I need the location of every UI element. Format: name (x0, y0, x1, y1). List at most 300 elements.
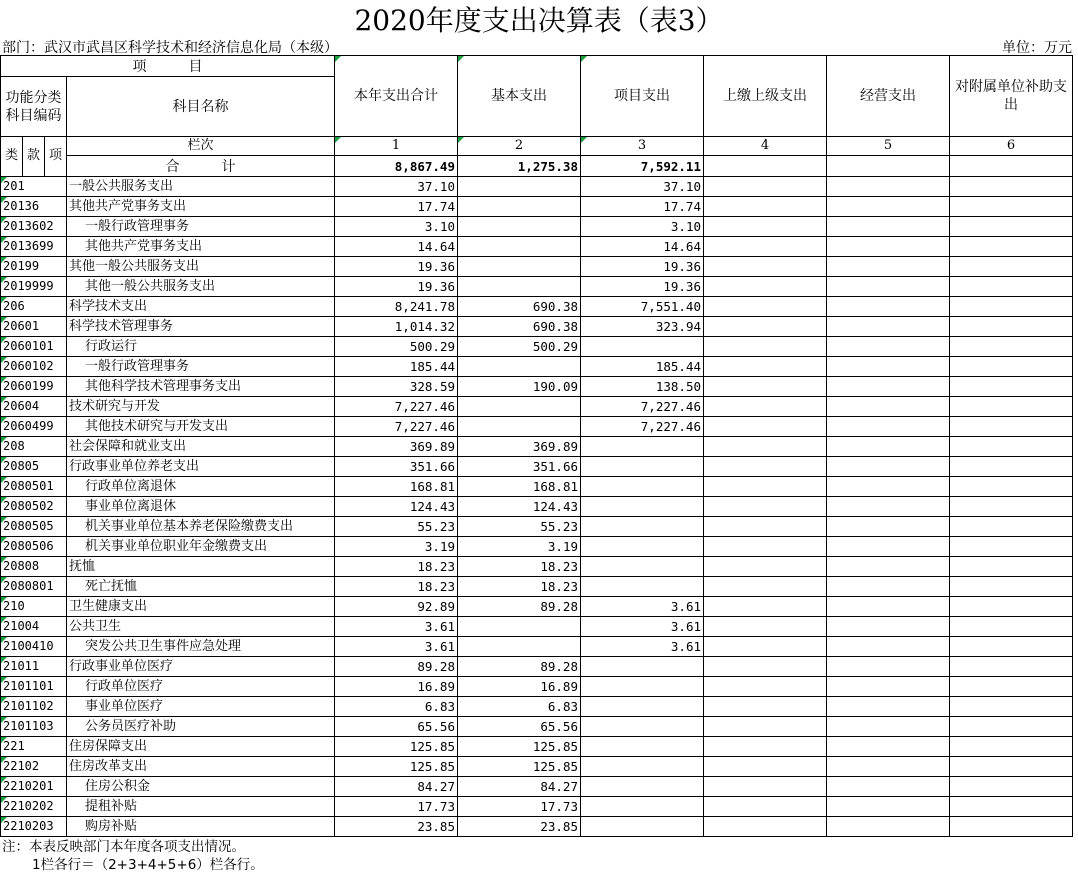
value-subsidy (950, 457, 1073, 477)
subject-code: 2080506 (1, 537, 67, 557)
value-operation (827, 737, 950, 757)
value-remit-upper (704, 797, 827, 817)
subject-code: 208 (1, 437, 67, 457)
value-basic: 55.23 (458, 517, 581, 537)
value-operation (827, 397, 950, 417)
table-row (1, 397, 1073, 417)
value-project (581, 677, 704, 697)
subject-name: 其他一般公共服务支出 (67, 277, 335, 297)
table-row (1, 537, 1073, 557)
table-row (1, 797, 1073, 817)
subject-name: 公务员医疗补助 (67, 717, 335, 737)
subject-code: 2210202 (1, 797, 67, 817)
col-num-4: 4 (704, 137, 827, 156)
table-row (1, 317, 1073, 337)
value-subsidy (950, 637, 1073, 657)
value-project: 7,551.40 (581, 297, 704, 317)
value-subsidy (950, 817, 1073, 837)
table-row (1, 337, 1073, 357)
value-remit-upper (704, 477, 827, 497)
value-remit-upper (704, 817, 827, 837)
value-project (581, 657, 704, 677)
value-operation (827, 297, 950, 317)
value-remit-upper (704, 557, 827, 577)
value-subsidy (950, 377, 1073, 397)
value-project: 138.50 (581, 377, 704, 397)
value-remit-upper (704, 777, 827, 797)
value-operation (827, 797, 950, 817)
subject-name: 行政事业单位养老支出 (67, 457, 335, 477)
value-remit-upper (704, 357, 827, 377)
subject-name: 技术研究与开发 (67, 397, 335, 417)
page-title: 2020年度支出决算表（表3） (354, 4, 724, 37)
subject-name: 卫生健康支出 (67, 597, 335, 617)
subject-name: 提租补贴 (67, 797, 335, 817)
value-subsidy (950, 237, 1073, 257)
unit-label: 单位：万元 (1002, 40, 1072, 56)
subject-code: 20199 (1, 257, 67, 277)
value-project: 3.61 (581, 597, 704, 617)
value-operation (827, 317, 950, 337)
kuan-label: 款 (23, 137, 45, 176)
subject-name: 其他共产党事务支出 (67, 237, 335, 257)
subject-code: 20808 (1, 557, 67, 577)
value-operation (827, 777, 950, 797)
subject-code: 2080801 (1, 577, 67, 597)
value-operation (827, 657, 950, 677)
table-row (1, 657, 1073, 677)
value-operation (827, 817, 950, 837)
subject-code: 21011 (1, 657, 67, 677)
subject-name: 其他一般公共服务支出 (67, 257, 335, 277)
value-total: 3.61 (335, 617, 458, 637)
value-remit-upper (704, 217, 827, 237)
col-header-operation: 经营支出 (827, 56, 950, 137)
value-basic (458, 257, 581, 277)
total-v3: 7,592.11 (581, 156, 704, 177)
table-row (1, 417, 1073, 437)
value-basic: 18.23 (458, 557, 581, 577)
subject-code: 2080505 (1, 517, 67, 537)
value-total: 19.36 (335, 257, 458, 277)
value-remit-upper (704, 497, 827, 517)
subject-code: 2101101 (1, 677, 67, 697)
subject-code: 22102 (1, 757, 67, 777)
value-project: 17.74 (581, 197, 704, 217)
value-basic (458, 217, 581, 237)
value-operation (827, 697, 950, 717)
value-basic (458, 357, 581, 377)
value-total: 7,227.46 (335, 397, 458, 417)
value-total: 125.85 (335, 757, 458, 777)
value-remit-upper (704, 257, 827, 277)
value-operation (827, 637, 950, 657)
column-index-label: 栏次 (67, 137, 335, 156)
col-num-1: 1 (335, 137, 458, 156)
value-total: 14.64 (335, 237, 458, 257)
subject-code: 20805 (1, 457, 67, 477)
subject-code: 210 (1, 597, 67, 617)
table-row (1, 357, 1073, 377)
value-total: 17.73 (335, 797, 458, 817)
subject-code: 2060102 (1, 357, 67, 377)
value-basic: 3.19 (458, 537, 581, 557)
subject-code: 2101103 (1, 717, 67, 737)
value-basic (458, 177, 581, 197)
value-basic: 369.89 (458, 437, 581, 457)
value-remit-upper (704, 337, 827, 357)
value-basic (458, 197, 581, 217)
value-subsidy (950, 677, 1073, 697)
value-basic: 500.29 (458, 337, 581, 357)
total-v5 (827, 156, 950, 177)
value-operation (827, 177, 950, 197)
value-remit-upper (704, 437, 827, 457)
table-row (1, 477, 1073, 497)
subject-name: 住房改革支出 (67, 757, 335, 777)
value-subsidy (950, 657, 1073, 677)
value-remit-upper (704, 297, 827, 317)
value-project: 323.94 (581, 317, 704, 337)
subject-name: 一般行政管理事务 (67, 357, 335, 377)
table-row (1, 777, 1073, 797)
col-num-3: 3 (581, 137, 704, 156)
value-subsidy (950, 777, 1073, 797)
table-row (1, 737, 1073, 757)
subject-code: 206 (1, 297, 67, 317)
value-basic: 89.28 (458, 597, 581, 617)
value-operation (827, 557, 950, 577)
value-subsidy (950, 697, 1073, 717)
table-row (1, 717, 1073, 737)
value-operation (827, 357, 950, 377)
value-project (581, 537, 704, 557)
subject-code: 2013699 (1, 237, 67, 257)
value-total: 3.61 (335, 637, 458, 657)
subject-name: 科学技术支出 (67, 297, 335, 317)
subject-name: 其他共产党事务支出 (67, 197, 335, 217)
value-subsidy (950, 337, 1073, 357)
value-basic: 168.81 (458, 477, 581, 497)
value-subsidy (950, 497, 1073, 517)
value-basic: 690.38 (458, 317, 581, 337)
value-project: 7,227.46 (581, 417, 704, 437)
subject-name: 科学技术管理事务 (67, 317, 335, 337)
total-row (1, 156, 1073, 177)
value-project: 3.61 (581, 637, 704, 657)
lei-kuan-xiang-header (1, 137, 67, 177)
value-total: 18.23 (335, 577, 458, 597)
value-basic (458, 637, 581, 657)
value-operation (827, 597, 950, 617)
col-header-basic: 基本支出 (458, 56, 581, 137)
value-basic: 16.89 (458, 677, 581, 697)
value-remit-upper (704, 657, 827, 677)
subject-code: 2060101 (1, 337, 67, 357)
value-basic: 124.43 (458, 497, 581, 517)
value-basic: 18.23 (458, 577, 581, 597)
col-num-5: 5 (827, 137, 950, 156)
table-row (1, 217, 1073, 237)
value-subsidy (950, 397, 1073, 417)
value-project (581, 757, 704, 777)
value-basic: 690.38 (458, 297, 581, 317)
value-subsidy (950, 177, 1073, 197)
value-project (581, 557, 704, 577)
subject-name: 其他科学技术管理事务支出 (67, 377, 335, 397)
value-project (581, 797, 704, 817)
value-total: 500.29 (335, 337, 458, 357)
subject-name: 机关事业单位职业年金缴费支出 (67, 537, 335, 557)
value-subsidy (950, 557, 1073, 577)
value-total: 6.83 (335, 697, 458, 717)
value-subsidy (950, 197, 1073, 217)
table-row (1, 677, 1073, 697)
value-total: 65.56 (335, 717, 458, 737)
subject-code: 2101102 (1, 697, 67, 717)
value-operation (827, 537, 950, 557)
value-remit-upper (704, 457, 827, 477)
value-remit-upper (704, 317, 827, 337)
value-subsidy (950, 317, 1073, 337)
value-remit-upper (704, 177, 827, 197)
value-total: 3.10 (335, 217, 458, 237)
value-total: 55.23 (335, 517, 458, 537)
value-total: 8,241.78 (335, 297, 458, 317)
value-subsidy (950, 437, 1073, 457)
value-basic (458, 237, 581, 257)
subject-name: 社会保障和就业支出 (67, 437, 335, 457)
value-project (581, 457, 704, 477)
value-operation (827, 257, 950, 277)
value-project (581, 577, 704, 597)
col-header-project: 项目支出 (581, 56, 704, 137)
table-row (1, 517, 1073, 537)
note-line-1: 注：本表反映部门本年度各项支出情况。 (2, 839, 245, 855)
value-basic: 65.56 (458, 717, 581, 737)
value-remit-upper (704, 757, 827, 777)
value-basic: 89.28 (458, 657, 581, 677)
subject-name: 事业单位医疗 (67, 697, 335, 717)
subject-code: 20136 (1, 197, 67, 217)
subject-name: 住房保障支出 (67, 737, 335, 757)
table-row (1, 457, 1073, 477)
subject-code: 2080502 (1, 497, 67, 517)
value-total: 168.81 (335, 477, 458, 497)
value-project: 19.36 (581, 257, 704, 277)
value-basic (458, 417, 581, 437)
subject-name: 事业单位离退休 (67, 497, 335, 517)
table-row (1, 757, 1073, 777)
total-label: 合 计 (67, 156, 335, 177)
col-header-remit-upper: 上缴上级支出 (704, 56, 827, 137)
value-total: 84.27 (335, 777, 458, 797)
value-operation (827, 677, 950, 697)
value-subsidy (950, 737, 1073, 757)
value-basic: 125.85 (458, 737, 581, 757)
value-total: 3.19 (335, 537, 458, 557)
table-row (1, 177, 1073, 197)
value-total: 7,227.46 (335, 417, 458, 437)
value-remit-upper (704, 717, 827, 737)
value-project (581, 737, 704, 757)
table-row (1, 257, 1073, 277)
value-basic: 84.27 (458, 777, 581, 797)
total-v1: 8,867.49 (335, 156, 458, 177)
value-basic: 17.73 (458, 797, 581, 817)
subject-code: 2210203 (1, 817, 67, 837)
value-total: 328.59 (335, 377, 458, 397)
subject-name: 购房补贴 (67, 817, 335, 837)
value-project: 37.10 (581, 177, 704, 197)
value-basic (458, 617, 581, 637)
subject-name: 住房公积金 (67, 777, 335, 797)
value-total: 37.10 (335, 177, 458, 197)
value-operation (827, 277, 950, 297)
value-subsidy (950, 417, 1073, 437)
table-row (1, 577, 1073, 597)
value-total: 19.36 (335, 277, 458, 297)
table-row (1, 497, 1073, 517)
value-basic: 190.09 (458, 377, 581, 397)
value-basic: 125.85 (458, 757, 581, 777)
subject-code: 20601 (1, 317, 67, 337)
department-label: 部门：武汉市武昌区科学技术和经济信息化局（本级） (2, 40, 338, 56)
value-operation (827, 577, 950, 597)
value-operation (827, 377, 950, 397)
lei-label: 类 (1, 137, 23, 176)
value-total: 89.28 (335, 657, 458, 677)
value-total: 185.44 (335, 357, 458, 377)
value-total: 369.89 (335, 437, 458, 457)
value-operation (827, 437, 950, 457)
value-remit-upper (704, 617, 827, 637)
col-num-2: 2 (458, 137, 581, 156)
value-operation (827, 717, 950, 737)
subject-name: 行政单位医疗 (67, 677, 335, 697)
value-subsidy (950, 597, 1073, 617)
value-subsidy (950, 537, 1073, 557)
subject-code: 201 (1, 177, 67, 197)
value-remit-upper (704, 277, 827, 297)
value-subsidy (950, 277, 1073, 297)
subject-name: 公共卫生 (67, 617, 335, 637)
value-total: 18.23 (335, 557, 458, 577)
table-row (1, 197, 1073, 217)
value-project (581, 817, 704, 837)
table-row (1, 617, 1073, 637)
total-v4 (704, 156, 827, 177)
value-subsidy (950, 357, 1073, 377)
subject-code: 2019999 (1, 277, 67, 297)
value-remit-upper (704, 677, 827, 697)
value-project: 19.36 (581, 277, 704, 297)
value-project (581, 697, 704, 717)
subject-code: 21004 (1, 617, 67, 637)
col-header-total: 本年支出合计 (335, 56, 458, 137)
subject-code: 221 (1, 737, 67, 757)
subject-name: 行政事业单位医疗 (67, 657, 335, 677)
value-remit-upper (704, 397, 827, 417)
value-operation (827, 477, 950, 497)
value-subsidy (950, 297, 1073, 317)
value-total: 125.85 (335, 737, 458, 757)
value-project: 185.44 (581, 357, 704, 377)
subject-code: 2060199 (1, 377, 67, 397)
value-total: 92.89 (335, 597, 458, 617)
value-remit-upper (704, 237, 827, 257)
value-operation (827, 337, 950, 357)
value-subsidy (950, 517, 1073, 537)
subject-name: 行政单位离退休 (67, 477, 335, 497)
value-remit-upper (704, 637, 827, 657)
value-remit-upper (704, 577, 827, 597)
subject-name: 死亡抚恤 (67, 577, 335, 597)
subject-name: 行政运行 (67, 337, 335, 357)
value-project (581, 517, 704, 537)
value-project (581, 477, 704, 497)
value-project (581, 717, 704, 737)
value-project (581, 337, 704, 357)
value-operation (827, 517, 950, 537)
subject-code: 2080501 (1, 477, 67, 497)
value-operation (827, 457, 950, 477)
value-project: 14.64 (581, 237, 704, 257)
subject-code: 2013602 (1, 217, 67, 237)
value-remit-upper (704, 377, 827, 397)
value-subsidy (950, 757, 1073, 777)
table-row (1, 237, 1073, 257)
value-operation (827, 617, 950, 637)
value-operation (827, 757, 950, 777)
value-subsidy (950, 797, 1073, 817)
value-project (581, 437, 704, 457)
value-basic: 6.83 (458, 697, 581, 717)
value-remit-upper (704, 697, 827, 717)
value-remit-upper (704, 417, 827, 437)
value-basic: 351.66 (458, 457, 581, 477)
table-row (1, 817, 1073, 837)
subject-name: 突发公共卫生事件应急处理 (67, 637, 335, 657)
xiang-label: 项 (48, 148, 62, 163)
value-project (581, 497, 704, 517)
project-header: 项 目 (1, 56, 335, 77)
value-total: 23.85 (335, 817, 458, 837)
func-code-header: 功能分类科目编码 (1, 77, 67, 137)
value-project: 3.10 (581, 217, 704, 237)
value-operation (827, 237, 950, 257)
value-subsidy (950, 617, 1073, 637)
value-subsidy (950, 477, 1073, 497)
value-subsidy (950, 257, 1073, 277)
value-operation (827, 197, 950, 217)
value-remit-upper (704, 537, 827, 557)
value-total: 124.43 (335, 497, 458, 517)
value-total: 351.66 (335, 457, 458, 477)
subject-name: 抚恤 (67, 557, 335, 577)
value-operation (827, 497, 950, 517)
value-project (581, 777, 704, 797)
value-project: 7,227.46 (581, 397, 704, 417)
value-total: 1,014.32 (335, 317, 458, 337)
table-row (1, 557, 1073, 577)
table-row (1, 597, 1073, 617)
value-remit-upper (704, 517, 827, 537)
subject-code: 2060499 (1, 417, 67, 437)
subject-name: 机关事业单位基本养老保险缴费支出 (67, 517, 335, 537)
subject-code: 2100410 (1, 637, 67, 657)
table-row (1, 297, 1073, 317)
